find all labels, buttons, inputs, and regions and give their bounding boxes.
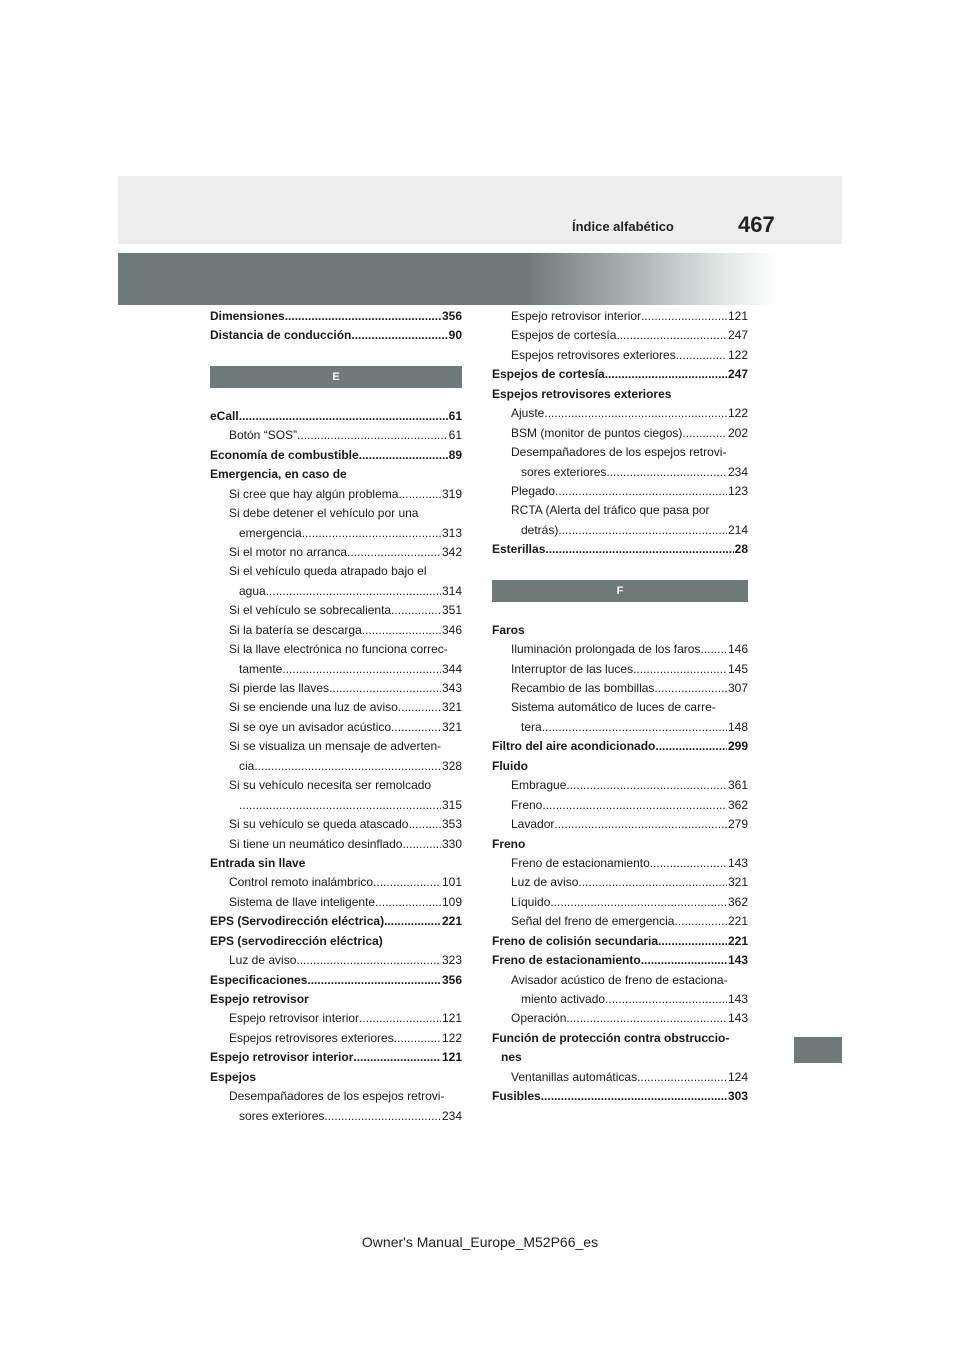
leader-dots (398, 485, 441, 504)
index-entry (492, 1087, 748, 1106)
index-entry (210, 1048, 462, 1067)
leader-dots (307, 971, 441, 990)
index-entry (210, 698, 462, 717)
index-entry-page: 343 (441, 681, 462, 695)
index-entry-term: Embrague (511, 778, 567, 793)
leader-dots (606, 463, 727, 482)
index-entry (492, 835, 748, 854)
leader-dots (655, 737, 727, 756)
index-entry-term: Fluido (492, 758, 528, 773)
index-entry (492, 463, 748, 482)
index-entry-term: Freno de estacionamiento (492, 953, 641, 968)
index-entry-term: Desempañadores de los espejos retrovi- (511, 445, 727, 460)
leader-dots (391, 718, 441, 737)
index-entry-page: 124 (727, 1069, 748, 1084)
index-entry-page: 314 (441, 583, 462, 598)
index-entry-term: Desempañadores de los espejos retrovi- (229, 1089, 445, 1104)
index-entry-term: eCall (210, 408, 239, 423)
index-entry-page: 234 (727, 464, 748, 479)
index-entry (210, 815, 462, 834)
leader-dots (641, 307, 727, 326)
letter-section-header: F (492, 580, 748, 602)
index-entry-term: Ajuste (511, 406, 545, 421)
index-entry-term: Economía de combustible (210, 447, 359, 462)
thumb-index-tab (794, 1037, 842, 1063)
index-entry (210, 757, 462, 776)
leader-dots (285, 307, 441, 326)
index-entry-page: 148 (727, 719, 748, 734)
index-entry (210, 601, 462, 620)
index-entry-page: 315 (441, 797, 462, 812)
index-entry-term: Espejo retrovisor interior (210, 1050, 354, 1065)
leader-dots (605, 365, 727, 384)
index-entry (492, 718, 748, 737)
index-entry (492, 307, 748, 326)
index-entry-term: tera (521, 719, 542, 734)
index-entry (492, 640, 748, 659)
index-entry-page: 101 (441, 875, 462, 890)
index-entry-term: nes (501, 1050, 522, 1065)
index-entry-term: Si su vehículo necesita ser remolcado (229, 778, 432, 793)
leader-dots (324, 1107, 441, 1126)
index-entry (210, 835, 462, 854)
index-entry-term: EPS (Servodirección eléctrica) (210, 914, 385, 929)
index-entry (210, 621, 462, 640)
index-entry (210, 640, 462, 659)
leader-dots (384, 912, 441, 931)
index-entry (210, 796, 462, 815)
index-entry-term: Recambio de las bombillas (511, 681, 655, 695)
index-entry-term: Función de protección contra obstruccio- (492, 1030, 730, 1045)
leader-dots (658, 932, 727, 951)
index-entry (210, 485, 462, 504)
index-entry (210, 854, 462, 873)
index-entry (492, 776, 748, 795)
leader-dots (296, 951, 441, 970)
index-entry-page: 143 (727, 855, 748, 870)
index-entry-term: Freno (492, 836, 526, 851)
index-entry (492, 951, 748, 970)
leader-dots (359, 446, 448, 465)
leader-dots (391, 601, 441, 620)
index-entry (492, 385, 748, 404)
index-column-left (210, 307, 462, 1126)
index-entry (492, 482, 748, 501)
index-entry (210, 543, 462, 562)
index-entry-page: 279 (727, 817, 748, 832)
index-entry-term: Espejos de cortesía (492, 367, 605, 382)
index-entry-term: Filtro del aire acondicionado (492, 739, 656, 754)
index-entry-page: 214 (727, 522, 748, 537)
index-entry-page: 121 (441, 1050, 462, 1065)
index-entry (210, 524, 462, 543)
index-entry (210, 465, 462, 484)
index-entry-term: Espejos retrovisores exteriores (492, 386, 672, 401)
header-gradient-bar (118, 253, 778, 305)
leader-dots (676, 346, 727, 365)
index-entry-term: Operación (511, 1011, 567, 1026)
index-entry (492, 893, 748, 912)
index-entry-page: 362 (727, 894, 748, 909)
index-entry (210, 504, 462, 523)
index-entry-page: 202 (727, 425, 748, 440)
index-entry-page: 122 (441, 1030, 462, 1045)
index-entry (492, 365, 748, 384)
index-entry-page: 313 (441, 525, 462, 540)
index-entry (210, 990, 462, 1009)
leader-dots (541, 1087, 727, 1106)
leader-dots (329, 679, 441, 698)
index-entry-page: 361 (727, 778, 748, 793)
index-entry-term: sores exteriores (239, 1108, 325, 1123)
index-entry-page: 121 (441, 1011, 462, 1026)
index-entry (492, 796, 748, 815)
index-entry-page: 299 (727, 739, 748, 754)
index-entry (492, 621, 748, 640)
index-entry-page: 221 (727, 914, 748, 929)
index-entry (492, 326, 748, 345)
index-entry (210, 446, 462, 465)
index-entry-page: 143 (727, 953, 748, 968)
index-entry-term: BSM (monitor de puntos ciegos) (511, 425, 683, 440)
index-entry-term: Entrada sin llave (210, 855, 306, 870)
index-entry (210, 1107, 462, 1126)
index-entry-term: Freno de colisión secundaria (492, 933, 659, 948)
section-spacer (210, 346, 462, 366)
index-entry (210, 582, 462, 601)
index-entry-term: Especificaciones (210, 972, 308, 987)
index-entry-term: Ventanillas automáticas (511, 1069, 638, 1084)
index-entry-page: 319 (441, 486, 462, 501)
header-band (118, 176, 842, 244)
index-entry (492, 737, 748, 756)
index-entry (210, 971, 462, 990)
index-entry-page: 234 (441, 1108, 462, 1123)
index-entry-term: RCTA (Alerta del tráfico que pasa por (511, 503, 710, 518)
index-entry (210, 1068, 462, 1087)
index-entry-term: Luz de aviso (229, 953, 297, 968)
index-column-right (492, 307, 748, 1107)
leader-dots (550, 893, 727, 912)
index-entry-term: emergencia (239, 525, 302, 540)
leader-dots (605, 990, 727, 1009)
index-entry-page: 321 (727, 875, 748, 890)
index-entry-page: 61 (448, 408, 462, 423)
index-entry (210, 660, 462, 679)
index-entry (492, 521, 748, 540)
leader-dots (359, 1009, 441, 1028)
index-entry (210, 1087, 462, 1106)
index-entry-term: Líquido (511, 894, 551, 909)
index-entry-term: Espejo retrovisor interior (229, 1011, 360, 1026)
leader-dots (558, 521, 727, 540)
index-entry-page: 323 (441, 953, 462, 968)
leader-dots (266, 582, 441, 601)
index-entry (492, 660, 748, 679)
index-entry-term: Si el motor no arranca (229, 544, 348, 559)
index-entry-page: 247 (727, 367, 748, 382)
index-entry-term: Faros (492, 622, 525, 637)
index-entry-term: Espejos de cortesía (511, 328, 617, 343)
index-entry-page: 90 (448, 328, 462, 343)
leader-dots (254, 757, 441, 776)
index-entry-page: 303 (727, 1089, 748, 1104)
index-entry-page: 145 (727, 661, 748, 676)
index-entry (492, 540, 748, 559)
leader-dots (375, 893, 441, 912)
index-entry (492, 443, 748, 462)
index-entry-term: Si su vehículo se queda atascado (229, 817, 409, 832)
index-entry-page: 123 (727, 483, 748, 498)
index-entry-page: 146 (727, 642, 748, 657)
index-entry-term: Espejos retrovisores exteriores (229, 1030, 394, 1045)
index-entry-term: Espejos retrovisores exteriores (511, 347, 676, 362)
leader-dots (544, 404, 727, 423)
leader-dots (351, 326, 447, 345)
index-entry (492, 815, 748, 834)
leader-dots (555, 482, 727, 501)
leader-dots (353, 1048, 441, 1067)
index-entry-term: Si cree que hay algún problema (229, 486, 399, 501)
index-entry (492, 404, 748, 423)
index-entry-term: Botón “SOS” (229, 428, 298, 443)
index-entry-page: 330 (441, 836, 462, 851)
letter-section-header: E (210, 366, 462, 388)
index-entry-page: 356 (441, 972, 462, 987)
index-entry (492, 501, 748, 520)
index-entry-term: Sistema de llave inteligente (229, 894, 376, 909)
leader-dots (700, 640, 727, 659)
index-entry-term: Plegado (511, 483, 556, 498)
index-entry (492, 1009, 748, 1028)
index-entry (210, 932, 462, 951)
section-title: Índice alfabético (572, 219, 674, 234)
index-entry (492, 1068, 748, 1087)
index-entry (492, 912, 748, 931)
leader-dots (545, 540, 733, 559)
index-entry-page: 122 (727, 347, 748, 362)
index-entry-page: 328 (441, 758, 462, 773)
index-entry (492, 698, 748, 717)
index-entry-term: Fusibles (492, 1089, 541, 1104)
leader-dots (402, 835, 441, 854)
leader-dots (650, 854, 727, 873)
index-entry-term: cia (239, 758, 255, 773)
leader-dots (542, 796, 727, 815)
index-entry-page: 143 (727, 992, 748, 1006)
index-entry-term: Si se oye un avisador acústico (229, 719, 392, 734)
index-entry-page: 109 (441, 894, 462, 909)
index-entry-term: Esterillas (492, 542, 546, 557)
index-entry-page: 221 (727, 933, 748, 948)
index-entry-page: 143 (727, 1011, 748, 1026)
index-entry (210, 1029, 462, 1048)
index-entry-page: 28 (734, 542, 748, 557)
index-entry-term: Luz de aviso (511, 875, 579, 890)
index-entry-term: Emergencia, en caso de (210, 467, 347, 482)
index-entry-page: 247 (727, 328, 748, 343)
index-entry-page: 321 (441, 719, 462, 734)
leader-dots (282, 660, 441, 679)
index-entry (210, 893, 462, 912)
index-entry-term: Si la llave electrónica no funciona correc- (229, 642, 448, 657)
index-entry-term: Dimensiones (210, 309, 285, 323)
index-entry-page: 351 (441, 603, 462, 618)
index-entry-term: Lavador (511, 817, 555, 832)
index-entry (210, 776, 462, 795)
leader-dots (239, 407, 448, 426)
index-entry (210, 326, 462, 345)
leader-dots (398, 698, 441, 717)
index-entry-term: Iluminación prolongada de los faros (511, 642, 701, 657)
index-entry-page: 61 (448, 428, 462, 443)
index-entry (210, 912, 462, 931)
index-entry-term: Espejo retrovisor (210, 992, 309, 1006)
leader-dots (616, 326, 727, 345)
leader-dots (554, 815, 727, 834)
leader-dots (542, 718, 727, 737)
index-entry-term: Si se enciende una luz de aviso (229, 700, 398, 715)
index-entry-page: 89 (448, 447, 462, 462)
index-entry-term: Espejo retrovisor interior (511, 309, 642, 323)
index-entry-term: Si debe detener el vehículo por una (229, 506, 419, 521)
index-entry (210, 407, 462, 426)
index-entry-page: 307 (727, 681, 748, 695)
index-entry (210, 951, 462, 970)
index-entry-term: Control remoto inalámbrico (229, 875, 374, 890)
index-entry (210, 1009, 462, 1028)
index-entry (210, 873, 462, 892)
index-entry-term: Freno (511, 797, 543, 812)
section-spacer (210, 388, 462, 407)
index-entry-page: 346 (441, 622, 462, 637)
leader-dots (297, 426, 448, 445)
index-entry-term: Espejos (210, 1069, 257, 1084)
page-number: 467 (738, 212, 775, 237)
index-entry-page: 362 (727, 797, 748, 812)
index-entry-term: detrás) (521, 522, 559, 537)
index-entry (492, 346, 748, 365)
index-entry (492, 932, 748, 951)
index-entry (492, 873, 748, 892)
index-entry (210, 718, 462, 737)
index-entry (492, 854, 748, 873)
index-entry-term: Sistema automático de luces de carre- (511, 700, 716, 715)
leader-dots (408, 815, 441, 834)
index-entry-term: Señal del freno de emergencia (511, 914, 675, 929)
index-entry-page: 221 (441, 914, 462, 929)
index-entry (210, 562, 462, 581)
leader-dots (566, 1009, 727, 1028)
index-entry-page: 344 (441, 661, 462, 676)
index-entry (492, 424, 748, 443)
leader-dots (394, 1029, 441, 1048)
section-spacer (492, 602, 748, 621)
index-entry (492, 1048, 748, 1067)
index-entry-term: sores exteriores (521, 464, 607, 479)
index-entry-page: 321 (441, 700, 462, 715)
index-entry-term: tamente (239, 661, 283, 676)
index-entry-page: 122 (727, 406, 748, 421)
index-entry-term: Interruptor de las luces (511, 661, 634, 676)
leader-dots (682, 424, 727, 443)
index-entry-page: 356 (441, 309, 462, 323)
index-entry-term: Si el vehículo queda atrapado bajo el (229, 564, 427, 579)
index-entry (210, 737, 462, 756)
leader-dots (641, 951, 727, 970)
index-entry-term: Si tiene un neumático desinflado (229, 836, 403, 851)
index-entry (210, 679, 462, 698)
leader-dots (347, 543, 441, 562)
index-entry-page: 121 (727, 309, 748, 323)
index-entry-page: 353 (441, 817, 462, 832)
index-entry (492, 1029, 748, 1048)
section-spacer (492, 560, 748, 580)
index-entry-term: Si se visualiza un mensaje de adverten- (229, 739, 442, 754)
leader-dots (566, 776, 727, 795)
index-entry-term: Si pierde las llaves (229, 681, 330, 695)
index-entry-term: miento activado (521, 992, 606, 1006)
index-entry-term: Freno de estacionamiento (511, 855, 650, 870)
index-entry (210, 426, 462, 445)
index-entry-page: 342 (441, 544, 462, 559)
leader-dots (654, 679, 727, 698)
leader-dots (637, 1068, 727, 1087)
leader-dots (362, 621, 441, 640)
index-entry-term: Distancia de conducción (210, 328, 352, 343)
leader-dots (674, 912, 727, 931)
index-entry-term: EPS (servodirección eléctrica) (210, 933, 383, 948)
index-entry-term: Avisador acústico de freno de estaciona- (511, 972, 728, 987)
index-entry-term: Si la batería se descarga (229, 622, 362, 637)
footer-document-name: Owner's Manual_Europe_M52P66_es (361, 1234, 599, 1250)
leader-dots (578, 873, 727, 892)
leader-dots (239, 796, 441, 815)
leader-dots (633, 660, 727, 679)
index-entry-term: Si el vehículo se sobrecalienta (229, 603, 392, 618)
index-entry (492, 757, 748, 776)
index-entry (492, 990, 748, 1009)
leader-dots (302, 524, 441, 543)
index-entry (210, 307, 462, 326)
leader-dots (373, 873, 441, 892)
index-entry (492, 971, 748, 990)
index-entry (492, 679, 748, 698)
index-entry-term: agua (239, 583, 266, 598)
